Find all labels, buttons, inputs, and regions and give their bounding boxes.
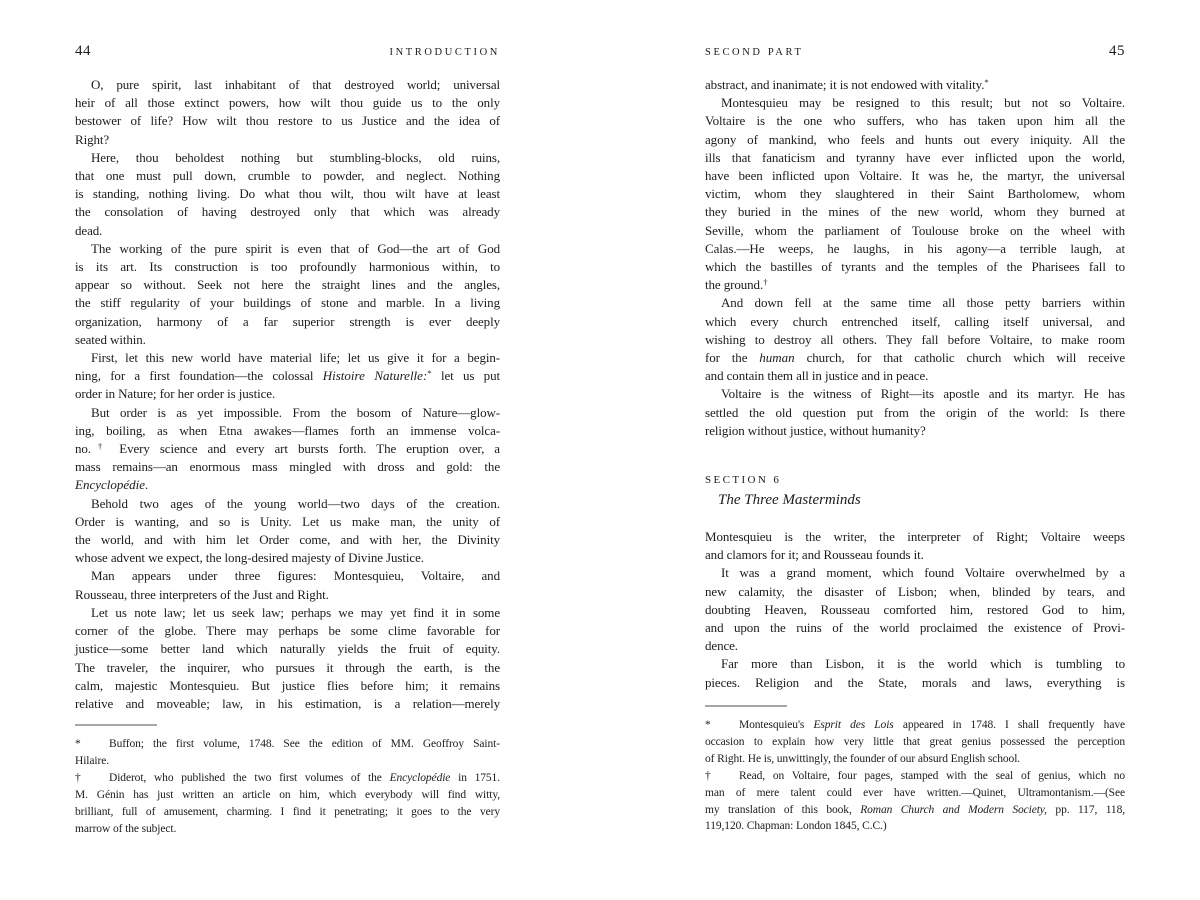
text-line: appear so without. Seek not here the straight lines and the angles, [75, 277, 500, 293]
footnote-line: marrow of the subject. [75, 822, 177, 835]
text-line: and contain them all in justice and in peace. [705, 368, 929, 384]
paragraph [705, 528, 1125, 564]
page-left [75, 0, 500, 900]
text-line: The working of the pure spirit is even that of God—the art of God [91, 240, 500, 256]
footnote [75, 770, 500, 838]
text-line: Let us note law; let us seek law; perhaps we may yet find it in some [91, 604, 500, 620]
text-line: dence. [705, 638, 738, 654]
footnote-line: † Diderot, who published the two first volumes of the Encyclopédie in 1751. [75, 770, 500, 787]
footnote [705, 717, 1125, 768]
text-line: Rousseau, three interpreters of the Just and Right. [75, 586, 329, 602]
footnote-line: Hilaire. [75, 754, 110, 767]
text-line: is its art. Its construction is too profoundly harmonious within, to [75, 259, 500, 275]
paragraph [75, 495, 500, 568]
text-line: order in Nature; for her order is justice. [75, 386, 276, 402]
running-title: INTRODUCTION [389, 47, 500, 58]
text-line: which the bastilles of tyrants and the temples of the Pharisees fall to [705, 259, 1125, 275]
text-line: that one must pull down, crumble to powder, and neglect. Nothing [75, 168, 500, 184]
paragraph [705, 385, 1125, 440]
text-line: Far more than Lisbon, it is the world which is tumbling to [721, 656, 1125, 672]
text-line: Order is wanting, and so is Unity. Let us make man, the unity of [75, 513, 500, 529]
text-line: O, pure spirit, last inhabitant of that destroyed world; universal [91, 77, 500, 92]
text-line: victim, whom they slaughtered in their Saint Bartholomew, whom [705, 186, 1125, 202]
footnote [75, 736, 500, 770]
page-number: 44 [75, 43, 91, 59]
text-line: they buried in the mines of the new world, whom they burned at [705, 204, 1125, 220]
footnote-rule [705, 705, 787, 707]
text-line: relative and moveable; law, in his estimation, is a relation—merely [75, 695, 500, 711]
running-head [705, 43, 1125, 60]
text-line: is standing, nothing living. Do what thou wilt, thou wilt have at least [75, 186, 500, 202]
paragraph [75, 349, 500, 404]
text-line: have been inflicted upon Voltaire. It was he, the martyr, the universal [705, 168, 1125, 184]
footnote-marker: * [75, 738, 81, 750]
text-line: dead. [75, 222, 103, 238]
text-line: no.† Every science and every art bursts forth. The eruption over, a [75, 441, 500, 457]
running-title: SECOND PART [705, 47, 804, 58]
text-line: Montesquieu is the writer, the interpreter of Right; Voltaire weeps [705, 529, 1125, 545]
paragraph [705, 76, 1125, 94]
text-line: First, let this new world have material life; let us give it for a begin- [91, 350, 500, 366]
text-line: new calamity, the disaster of Lisbon; when, blinded by tears, and [705, 583, 1125, 599]
text-line: corner of the globe. There may perhaps be some clime favorable for [75, 623, 500, 639]
page-body [705, 76, 1125, 692]
text-line: calm, majestic Montesquieu. But justice flies before him; it remains [75, 677, 500, 693]
text-line: The traveler, the inquirer, who pursues it through the earth, is the [75, 659, 500, 675]
text-line: ing, boiling, as when Etna awakes—flames forth an immense volca- [75, 422, 500, 438]
paragraph [75, 404, 500, 495]
paragraph [705, 94, 1125, 294]
text-line: abstract, and inanimate; it is not endowed with vitality.* [705, 77, 989, 92]
text-line: mass remains—an enormous mass mingled with dross and gold: the [75, 459, 500, 475]
footnote-marker: † [75, 771, 81, 784]
paragraph [705, 294, 1125, 385]
text-line: Seville, whom the parliament of Toulouse broke on the wheel with [705, 222, 1125, 238]
paragraph [75, 149, 500, 240]
section-heading [705, 472, 1125, 510]
text-line: agony of mankind, who feels and hunts out every iniquity. All the [705, 131, 1125, 147]
text-line: ills that fanaticism and tyranny have ever inflicted upon the world, [705, 149, 1125, 165]
text-line: seated within. [75, 331, 146, 347]
footnote-list [705, 717, 1125, 835]
text-line: whose advent we expect, the long-desired majesty of Divine Justice. [75, 550, 424, 566]
text-line: religion without justice, without humanity? [705, 422, 926, 438]
footnote-line: my translation of this book, Roman Church and Modern Society, pp. 117, 118, [705, 803, 1126, 816]
text-line: Voltaire is the witness of Right—its apostle and its martyr. He has [721, 386, 1125, 402]
page-number: 45 [1109, 43, 1125, 59]
footnote [705, 768, 1125, 836]
footnote-line: of Right. He is, unwittingly, the founder of our absurd English school. [705, 752, 1021, 765]
paragraph [75, 240, 500, 349]
paragraph [75, 76, 500, 149]
text-line: the world, and with him let Order come, and with her, the Divinity [75, 532, 500, 548]
page-body [75, 76, 500, 713]
footnote-line: * Montesquieu's Esprit des Lois appeared in 1748. I shall frequently have [705, 717, 1125, 734]
footnotes [705, 705, 1125, 835]
running-head [75, 43, 500, 60]
footnote-line: * Buffon; the first volume, 1748. See the edition of MM. Geoffroy Saint- [75, 736, 500, 753]
text-line: Voltaire is the one who suffers, who has taken upon him all the [705, 113, 1125, 129]
text-line: ning, for a first foundation—the colossal Histoire Naturelle:* let us put [75, 368, 500, 384]
text-line: justice—some better land which naturally yields the fruit of equity. [75, 641, 500, 657]
paragraph [705, 655, 1125, 691]
footnote-line: † Read, on Voltaire, four pages, stamped with the seal of genius, which no [705, 768, 1125, 785]
text-line: and upon the ruins of the world proclaimed the existence of Provi- [705, 620, 1125, 636]
footnote-line: brilliant, full of amusement, charming. I find it penetrating; it goes to the very [75, 805, 500, 818]
section-label: SECTION 6 [705, 474, 782, 487]
text-line: organization, harmony of a far superior strength is ever deeply [75, 313, 500, 329]
footnote-line: 119,120. Chapman: London 1845, C.C.) [705, 820, 887, 833]
text-line: And down fell at the same time all those petty barriers within [721, 295, 1125, 311]
text-line: Encyclopédie. [75, 477, 149, 493]
footnotes [75, 724, 500, 837]
text-line: Calas.—He weeps, he laughs, in his agony—a terrible laugh, at [705, 240, 1125, 256]
paragraph [75, 604, 500, 713]
text-line: which every church entrenched itself, calling itself universal, and [705, 313, 1125, 329]
text-line: for the human church, for that catholic church which will receive [705, 350, 1125, 366]
text-line: the stiff regularity of your buildings of stone and marble. In a living [75, 295, 500, 311]
footnote-rule [75, 724, 157, 726]
text-line: settled the old question put from the origin of the world: Is there [705, 404, 1125, 420]
text-line: Here, thou beholdest nothing but stumbling-blocks, old ruins, [91, 149, 500, 165]
text-line: Right? [75, 131, 110, 147]
text-line: bestower of life? How wilt thou restore to us Justice and the idea of [75, 113, 500, 129]
text-line: Man appears under three figures: Montesquieu, Voltaire, and [91, 568, 500, 584]
text-line: the ground.† [705, 277, 768, 293]
paragraph [705, 564, 1125, 655]
footnote-list [75, 736, 500, 837]
text-line: Montesquieu may be resigned to this result; but not so Voltaire. [721, 95, 1125, 111]
text-line: But order is as yet impossible. From the bosom of Nature—glow- [91, 404, 500, 420]
page-right [705, 0, 1125, 900]
text-line: heir of all those extinct powers, how wilt thou guide us to the only [75, 95, 500, 111]
footnote-marker: * [705, 719, 711, 731]
text-line: Behold two ages of the young world—two days of the creation. [91, 495, 500, 511]
text-line: the consolation of having destroyed only that which was already [75, 204, 500, 220]
paragraph [75, 567, 500, 603]
footnote-line: occasion to explain how very little that great genius possessed the perception [705, 735, 1125, 748]
section-title: The Three Masterminds [718, 492, 861, 509]
text-line: It was a grand moment, which found Voltaire overwhelmed by a [721, 565, 1125, 581]
footnote-line: M. Génin has just written an article on him, which everybody will find witty, [75, 788, 500, 801]
text-line: wishing to destroy all others. They fall before Voltaire, to make room [705, 331, 1125, 347]
text-line: pieces. Religion and the State, morals and laws, everything is [705, 674, 1125, 690]
text-line: doubting Heaven, Rousseau comforted him, restored God to him, [705, 601, 1125, 617]
footnote-line: man of mere talent could ever have written.—Quinet, Ultramontanism.—(See [705, 786, 1125, 799]
text-line: and clamors for it; and Rousseau founds it. [705, 547, 924, 563]
footnote-marker: † [705, 769, 711, 782]
